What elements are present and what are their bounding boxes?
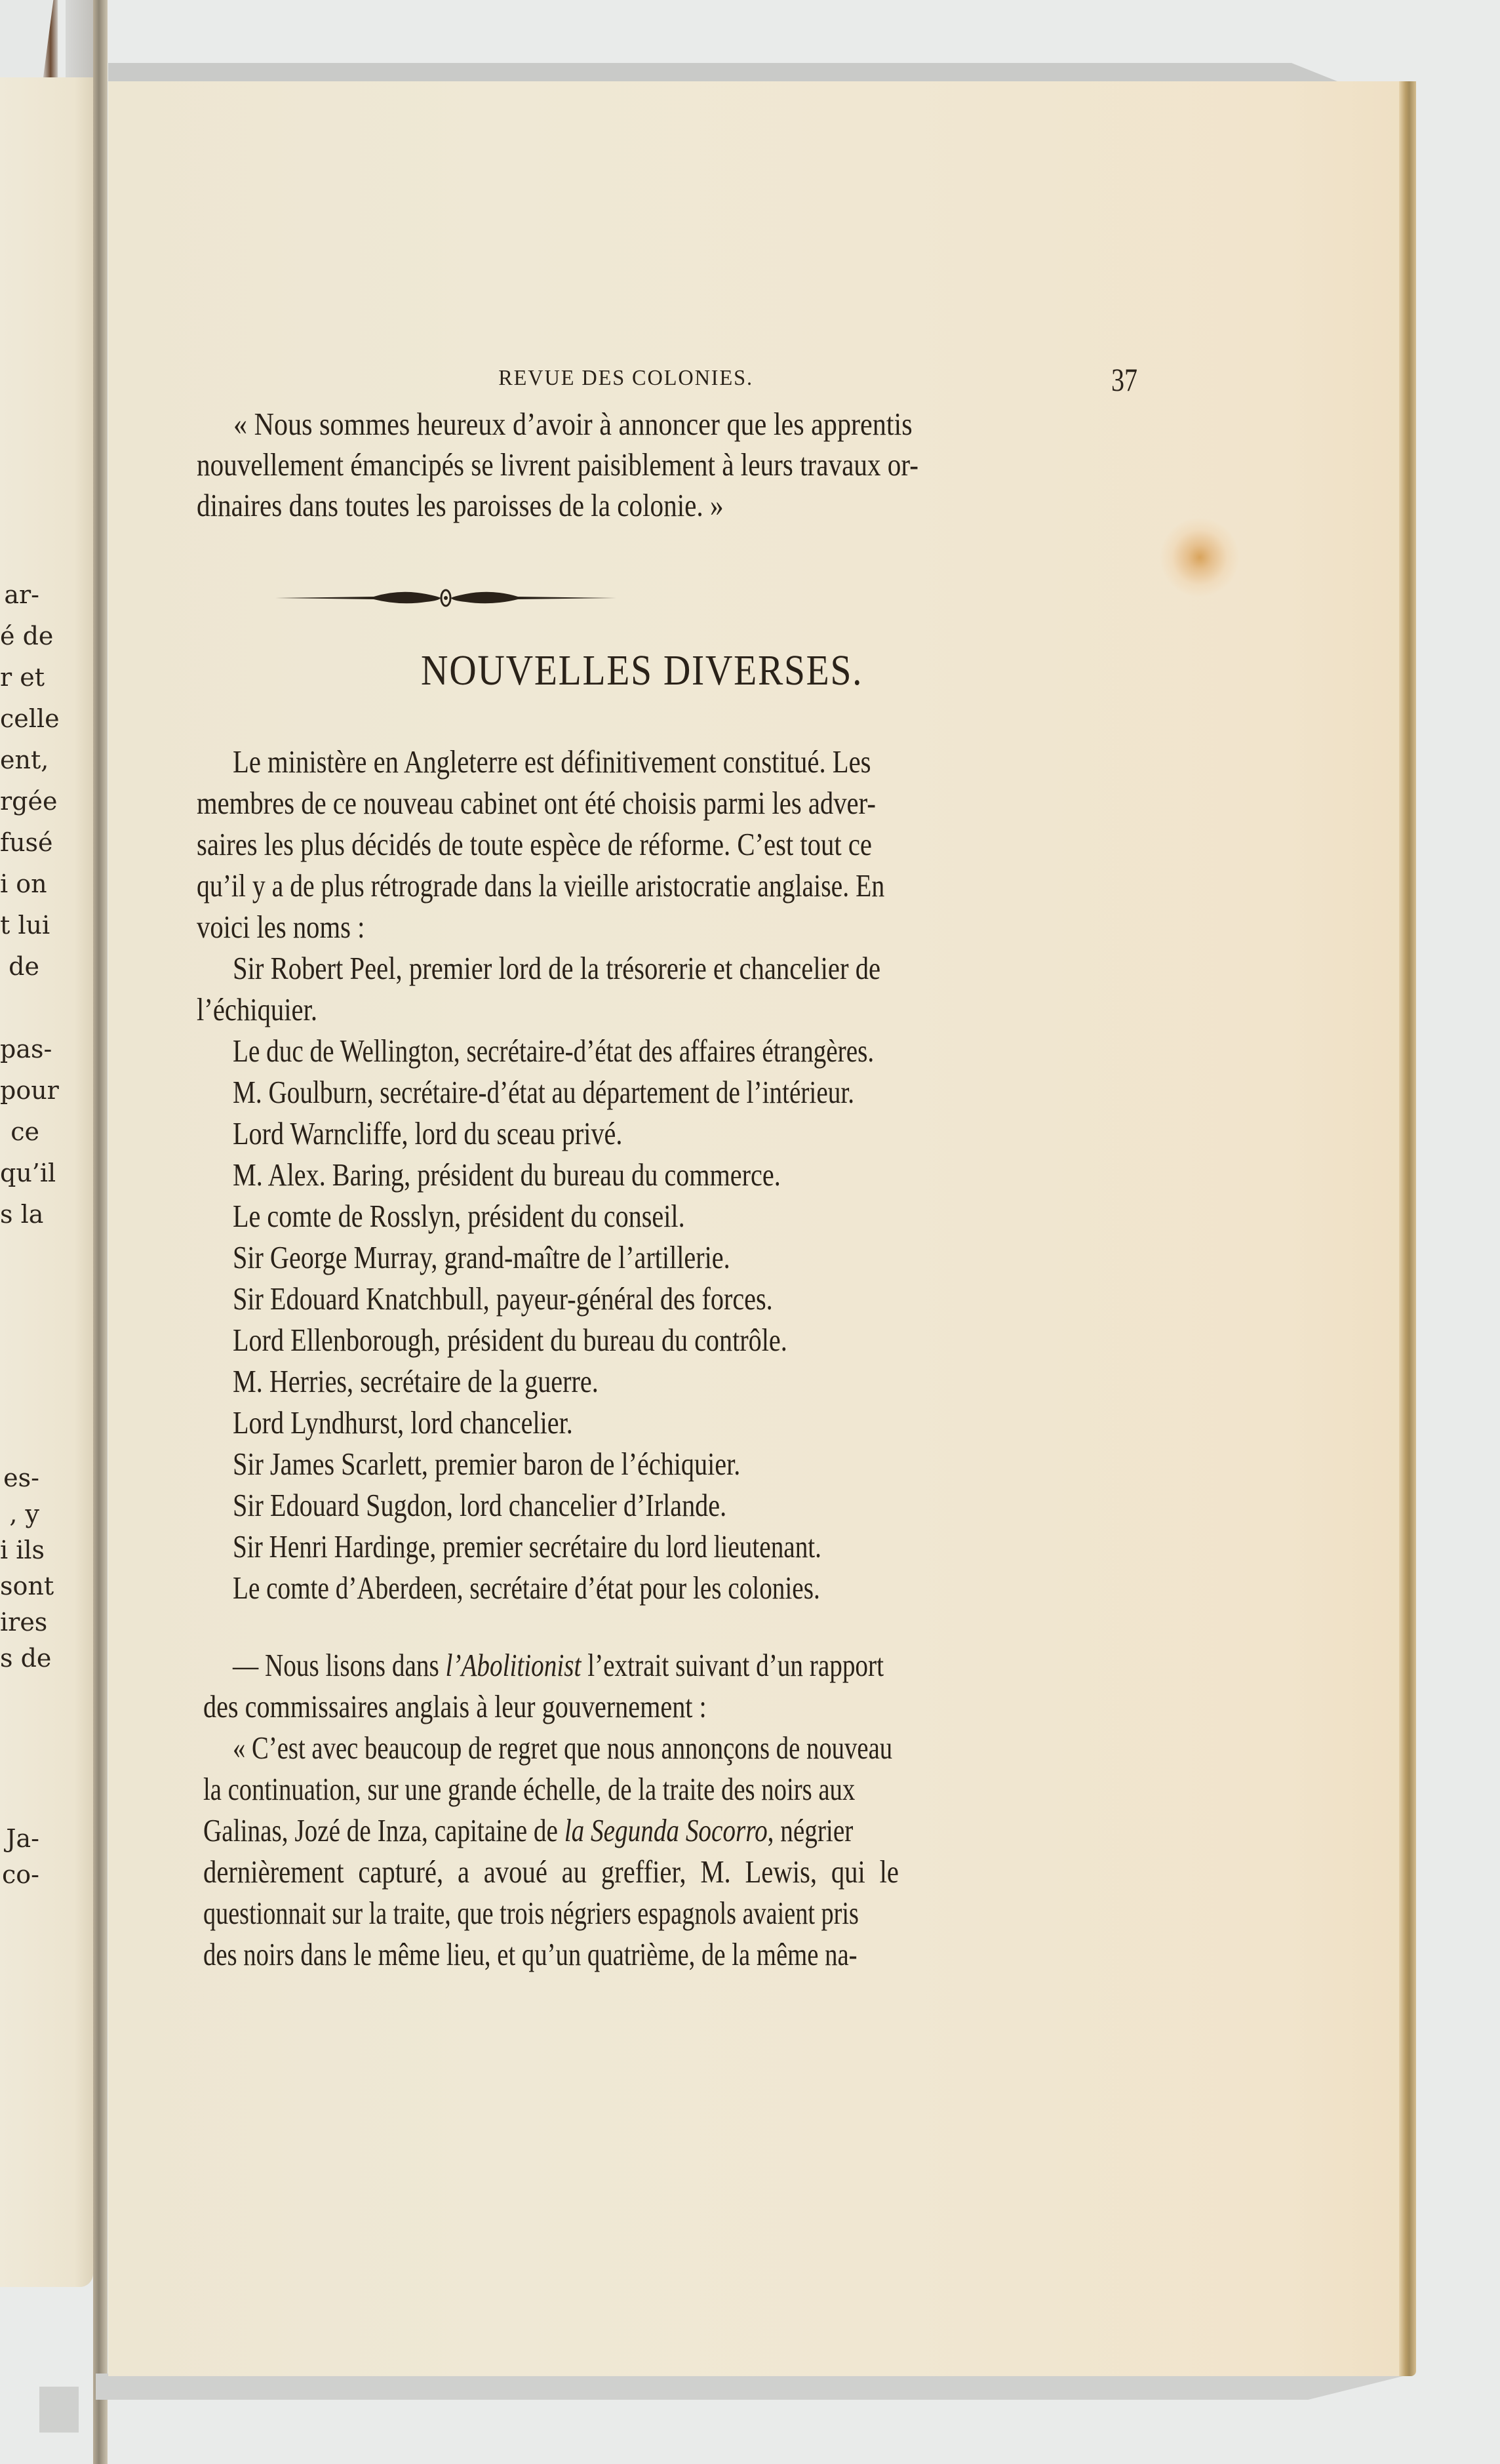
paragraph-line: qu’il y a de plus rétrograde dans la vieille aristocratie anglaise. En <box>197 867 885 904</box>
left-page-text-fragment: s de <box>0 1644 52 1673</box>
left-page-text-fragment: é de <box>0 622 54 650</box>
opening-quote-line <box>233 408 1170 440</box>
left-page-text-fragment: r et <box>0 663 45 692</box>
quote-line: « C’est avec beaucoup de regret que nous annonçons de nouveau <box>233 1730 893 1766</box>
minister-entry: Le duc de Wellington, secrétaire-d’état des affaires étrangères. <box>233 1033 875 1069</box>
book-spine-gutter <box>93 0 108 2464</box>
minister-entry: Sir Robert Peel, premier lord de la trésorerie et chancelier de <box>233 950 881 986</box>
minister-entry: Lord Lyndhurst, lord chancelier. <box>233 1404 573 1441</box>
left-page-text-fragment: , y <box>9 1500 39 1528</box>
left-page-text-fragment: sont <box>0 1572 54 1600</box>
left-page-text-fragment: ires <box>0 1608 48 1637</box>
minister-entry: M. Alex. Baring, président du bureau du commerce. <box>233 1157 781 1193</box>
paragraph-line: Le ministère en Angleterre est définitivement constitué. Les <box>233 744 871 780</box>
opening-quote-line: nouvellement émancipés se livrent paisiblement à leurs travaux or- <box>197 447 918 483</box>
minister-entry: Le comte d’Aberdeen, secrétaire d’état pour les colonies. <box>233 1570 820 1606</box>
left-page-text-fragment: pour <box>0 1076 59 1105</box>
minister-entry: Sir George Murray, grand-maître de l’artillerie. <box>233 1239 730 1275</box>
foxing-stain <box>1160 518 1239 597</box>
paragraph-line: membres de ce nouveau cabinet ont été choisis parmi les adver- <box>197 785 876 821</box>
left-page-shadow <box>39 2387 79 2433</box>
paragraph-line: des commissaires anglais à leur gouvernement : <box>203 1688 707 1724</box>
left-page-text-fragment: celle <box>0 704 60 733</box>
publication-title: l’Abolitionist <box>445 1647 582 1683</box>
minister-entry: Le comte de Rosslyn, président du conseil. <box>233 1198 685 1234</box>
text-line: « Nous sommes heureux d’avoir à annoncer que les apprentis <box>233 406 913 442</box>
quote-line <box>203 1814 853 1846</box>
text-span: l’extrait suivant d’un rapport <box>587 1647 884 1683</box>
opening-quote-line: dinaires dans toutes les paroisses de la colonie. » <box>197 487 724 523</box>
running-head: REVUE DES COLONIES. <box>498 366 753 390</box>
left-page-text-fragment: ar- <box>4 580 39 609</box>
quote-line: des noirs dans le même lieu, et qu’un quatrième, de la même na- <box>203 1936 858 1972</box>
left-page-fragment <box>0 77 93 2287</box>
left-page-text-fragment: i on <box>0 869 47 898</box>
quote-line: dernièrement capturé, a avoué au greffier, M. Lewis, qui le <box>203 1854 899 1890</box>
left-page-text-fragment: ce <box>10 1117 39 1146</box>
minister-entry: Sir Edouard Knatchbull, payeur-général des forces. <box>233 1281 773 1317</box>
minister-entry: l’échiquier. <box>197 991 318 1027</box>
minister-entry: M. Goulburn, secrétaire-d’état au département de l’intérieur. <box>233 1074 855 1110</box>
text-span: — Nous lisons dans <box>233 1647 439 1683</box>
page-number: 37 <box>1111 361 1137 398</box>
page-bottom-shadow <box>96 2374 1413 2400</box>
paragraph-line: voici les noms : <box>197 909 365 945</box>
section-heading: NOUVELLES DIVERSES. <box>421 646 863 694</box>
minister-entry: Sir Edouard Sugdon, lord chancelier d’Irlande. <box>233 1487 727 1523</box>
quote-line: la continuation, sur une grande échelle, de la traite des noirs aux <box>203 1771 856 1807</box>
left-page-text-fragment: co- <box>2 1860 39 1889</box>
left-page-text-fragment: rgée <box>0 787 58 816</box>
left-page-text-fragment: ent, <box>0 745 49 774</box>
ornamental-divider-icon <box>275 584 616 610</box>
page-right-edge <box>1399 81 1416 2376</box>
left-page-text-fragment: qu’il <box>0 1159 56 1187</box>
left-page-text-fragment: pas- <box>0 1035 52 1063</box>
text-span: Galinas, Jozé de Inza, capitaine de <box>203 1812 558 1848</box>
page-top-shadow <box>108 63 1341 83</box>
left-page-text-fragment: fusé <box>0 828 53 857</box>
minister-entry: Lord Ellenborough, président du bureau du contrôle. <box>233 1322 787 1358</box>
quote-line: questionnait sur la traite, que trois négriers espagnols avaient pris <box>203 1895 859 1931</box>
left-page-text-fragment: i ils <box>0 1536 45 1564</box>
minister-entry: Lord Warncliffe, lord du sceau privé. <box>233 1115 623 1151</box>
left-page-text-fragment: de <box>9 952 39 981</box>
text-span: , négrier <box>767 1812 854 1848</box>
paragraph-line <box>233 1649 884 1681</box>
left-page-text-fragment: es- <box>3 1463 39 1492</box>
minister-entry: Sir James Scarlett, premier baron de l’échiquier. <box>233 1446 741 1482</box>
left-page-text-fragment: Ja- <box>6 1824 39 1853</box>
minister-entry: Sir Henri Hardinge, premier secrétaire du lord lieutenant. <box>233 1528 821 1564</box>
left-page-text-fragment: s la <box>0 1200 44 1229</box>
ship-name: la Segunda Socorro <box>564 1812 768 1848</box>
minister-entry: M. Herries, secrétaire de la guerre. <box>233 1363 599 1399</box>
left-page-text-fragment: t lui <box>0 911 50 940</box>
paragraph-line: saires les plus décidés de toute espèce de réforme. C’est tout ce <box>197 826 872 862</box>
